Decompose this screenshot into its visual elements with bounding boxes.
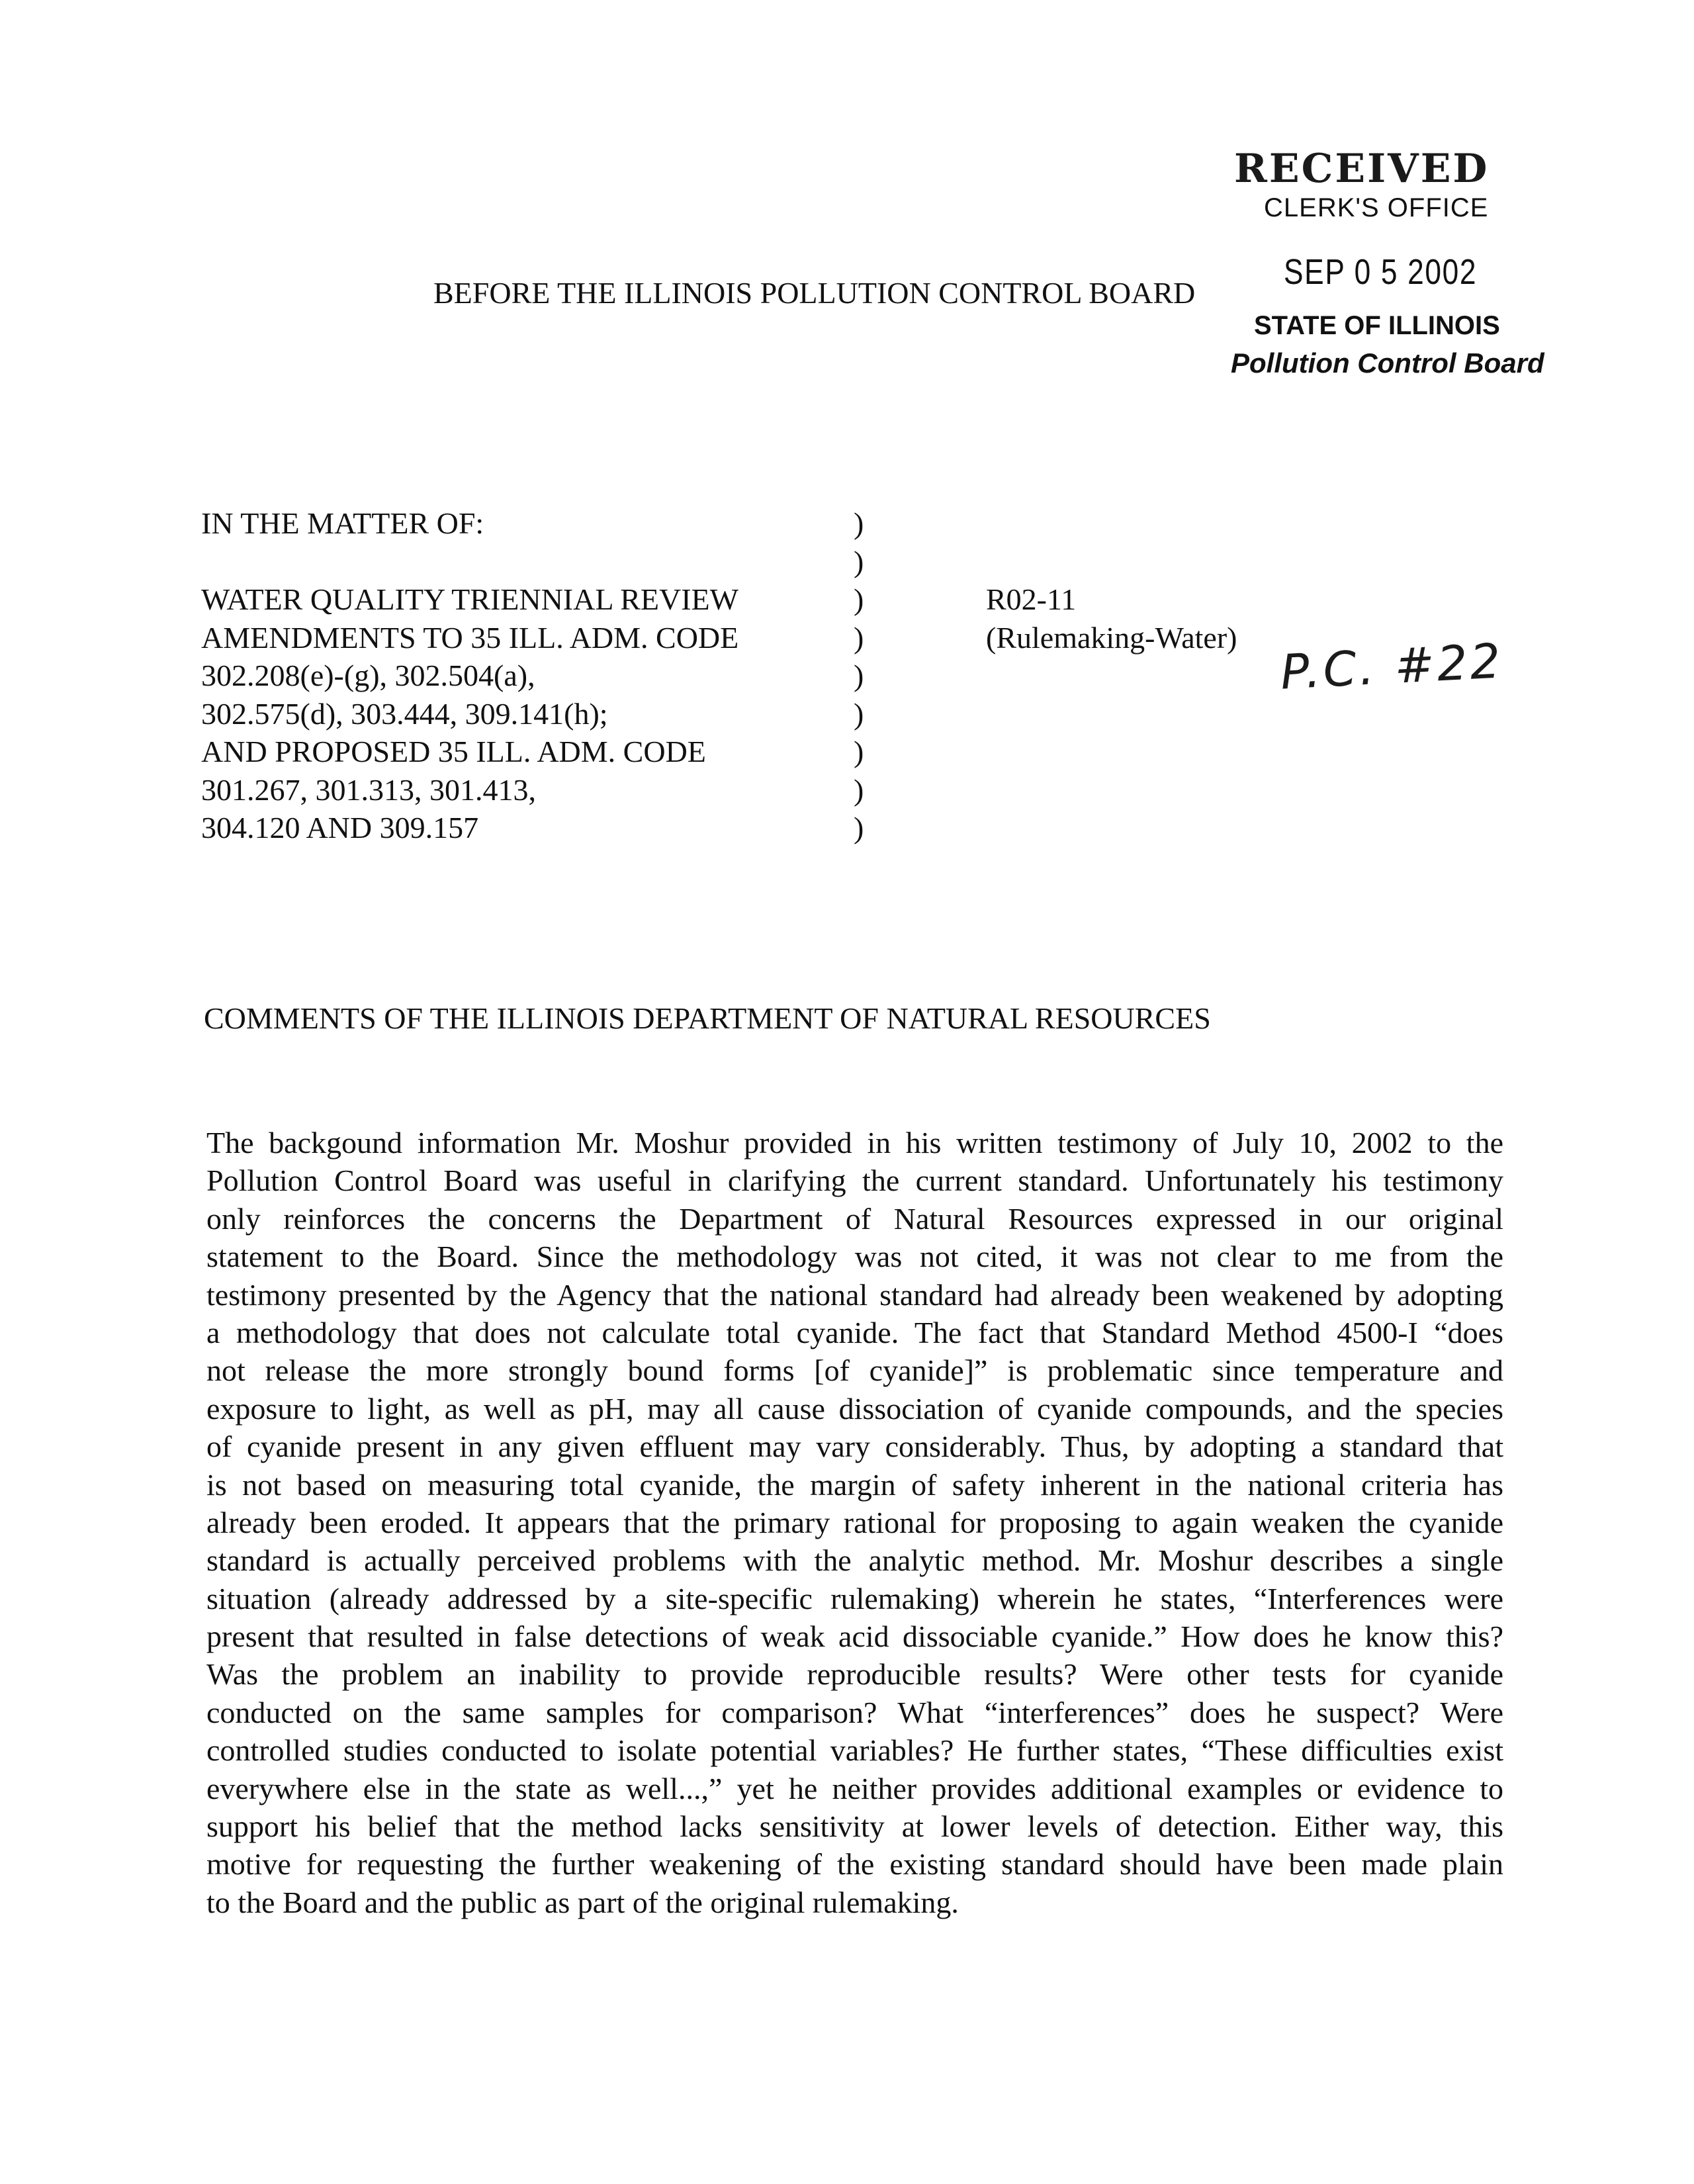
- body-line: not release the more strongly bound forms [of cyanide]” is problematic since temperature and: [206, 1353, 1503, 1388]
- paren: ): [854, 811, 864, 844]
- body-line: of cyanide present in any given effluent may vary considerably. Thus, by adopting a standard that: [206, 1430, 1503, 1464]
- docket-type: (Rulemaking-Water): [986, 620, 1237, 655]
- docket-info: [986, 580, 1237, 657]
- caption-line: AMENDMENTS TO 35 ILL. ADM. CODE: [201, 620, 739, 655]
- body-line: conducted on the same samples for comparison? What “interferences” does he suspect? Were: [206, 1695, 1503, 1729]
- stamp-state-text: STATE OF ILLINOIS: [1254, 311, 1500, 340]
- body-line: to the Board and the public as part of the original rulemaking.: [206, 1885, 959, 1919]
- caption-parentheses: [854, 504, 880, 847]
- body-line: controlled studies conducted to isolate potential variables? He further states, “These difficulties exist: [206, 1733, 1503, 1768]
- body-line: already been eroded. It appears that the primary rational for proposing to again weaken the cyanide: [206, 1505, 1503, 1539]
- body-line: support his belief that the method lacks sensitivity at lower levels of detection. Either way, this: [206, 1809, 1503, 1844]
- body-line: Was the problem an inability to provide reproducible results? Were other tests for cyanide: [206, 1657, 1503, 1692]
- paren: ): [854, 772, 864, 807]
- paren: ): [854, 544, 864, 578]
- docket-number: R02-11: [986, 582, 1077, 616]
- caption-line: [201, 543, 863, 581]
- body-paragraph: [206, 1124, 1503, 1921]
- body-line: present that resulted in false detections of weak acid dissociable cyanide.” How does he know this?: [206, 1619, 1503, 1654]
- paren: ): [854, 506, 864, 540]
- caption-line: 301.267, 301.313, 301.413,: [201, 772, 536, 807]
- caption-line: WATER QUALITY TRIENNIAL REVIEW: [201, 582, 739, 616]
- caption-line: IN THE MATTER OF:: [201, 506, 484, 540]
- paren: ): [854, 735, 864, 768]
- body-line: Pollution Control Board was useful in clarifying the current standard. Unfortunately his testimony: [206, 1163, 1503, 1198]
- comments-title: COMMENTS OF THE ILLINOIS DEPARTMENT OF NATURAL RESOURCES: [204, 1001, 1211, 1035]
- received-stamp: [1178, 146, 1548, 384]
- body-line: The backgound information Mr. Moshur provided in his written testimony of July 10, 2002 to the: [206, 1126, 1503, 1160]
- caption-line: 302.575(d), 303.444, 309.141(h);: [201, 696, 608, 731]
- body-line: only reinforces the concerns the Department of Natural Resources expressed in our original: [206, 1201, 1503, 1236]
- stamp-board-text: Pollution Control Board: [1231, 347, 1544, 379]
- stamp-office-text: CLERK'S OFFICE: [1264, 193, 1489, 222]
- stamp-date-text: SEP 0 5 2002: [1284, 252, 1478, 292]
- paren: ): [854, 659, 864, 692]
- body-line: is not based on measuring total cyanide, the margin of safety inherent in the national criteria has: [206, 1467, 1503, 1502]
- body-line: everywhere else in the state as well...,” yet he neither provides additional examples or evidence to: [206, 1771, 1503, 1805]
- handwritten-note: P.C. #22: [1279, 633, 1505, 700]
- body-line: a methodology that does not calculate total cyanide. The fact that Standard Method 4500-I “does: [206, 1315, 1503, 1349]
- body-line: situation (already addressed by a site-specific rulemaking) wherein he states, “Interferences were: [206, 1581, 1503, 1615]
- board-title: BEFORE THE ILLINOIS POLLUTION CONTROL BOARD: [433, 276, 1196, 310]
- case-caption: [201, 504, 863, 847]
- paren: ): [854, 696, 864, 731]
- body-line: motive for requesting the further weakening of the existing standard should have been made plain: [206, 1847, 1503, 1882]
- paren: ): [854, 620, 864, 655]
- caption-line: AND PROPOSED 35 ILL. ADM. CODE: [201, 735, 706, 768]
- body-line: exposure to light, as well as pH, may all cause dissociation of cyanide compounds, and the species: [206, 1391, 1503, 1426]
- caption-line: 302.208(e)-(g), 302.504(a),: [201, 659, 535, 692]
- body-line: statement to the Board. Since the methodology was not cited, it was not clear to me from the: [206, 1240, 1503, 1274]
- caption-line: 304.120 AND 309.157: [201, 811, 479, 844]
- paren: ): [854, 582, 864, 616]
- body-line: standard is actually perceived problems with the analytic method. Mr. Moshur describes a single: [206, 1543, 1503, 1578]
- stamp-received-text: RECEIVED: [1234, 146, 1490, 192]
- body-line: testimony presented by the Agency that the national standard had already been weakened by adopting: [206, 1277, 1503, 1312]
